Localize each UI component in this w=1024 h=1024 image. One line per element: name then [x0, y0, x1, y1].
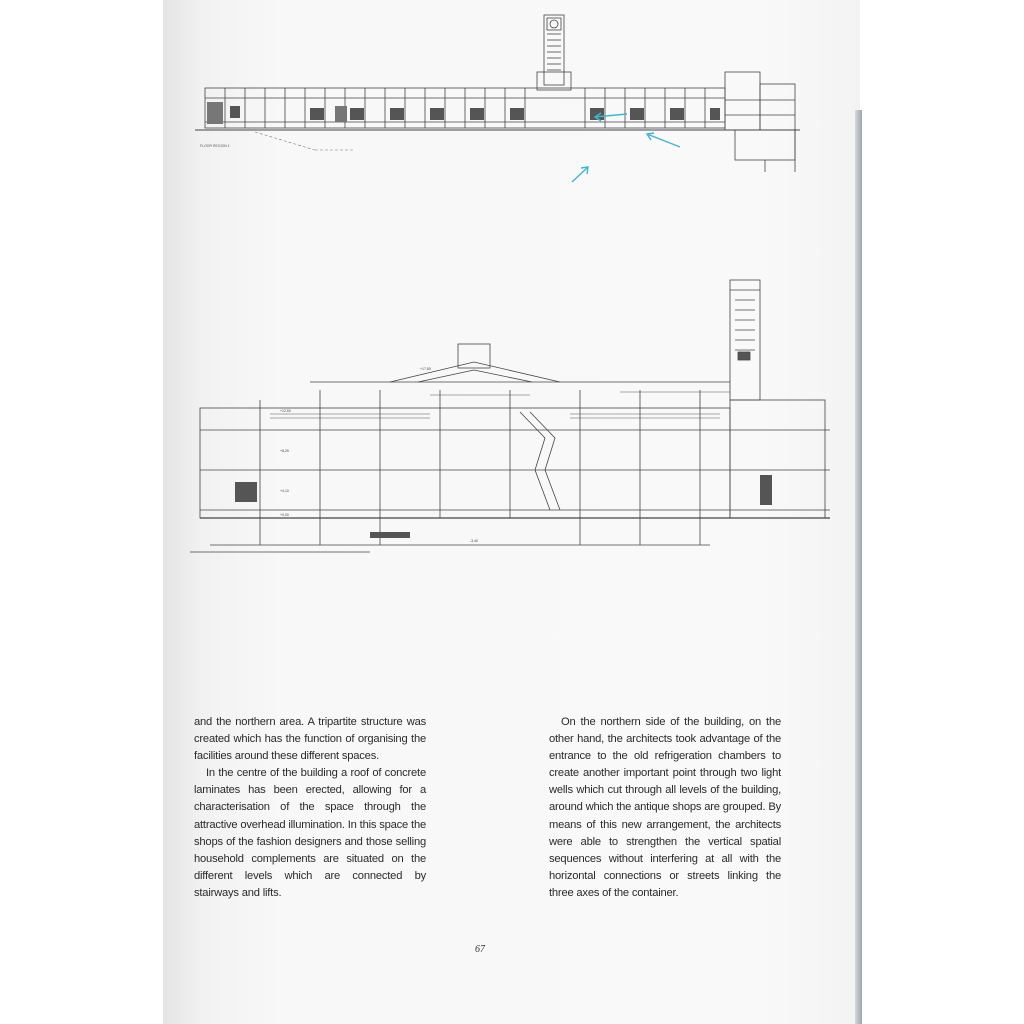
page-edge-shadow: [855, 110, 862, 1024]
level-label: -3,40: [470, 539, 478, 543]
level-label: +4,10: [280, 489, 289, 493]
page-number: 67: [475, 944, 485, 955]
text-column-right: [549, 714, 781, 902]
text-column-left: [194, 714, 426, 902]
level-label: +0,00: [280, 513, 289, 517]
paragraph: On the northern side of the building, on the other hand, the architects took advantage of the entrance to the old refrigeration chambers to create another important point through two light wells which cut through all levels of the building, around which the antique shops are grouped. By means of this new arrangement, the architects were able to strengthen the vertical spatial sequences without interfering at all with the horizontal connections or streets linking the three axes of the container.: [549, 716, 781, 899]
level-label: +17,80: [420, 367, 431, 371]
book-gutter: [0, 0, 163, 1024]
level-label: +12,50: [280, 409, 291, 413]
paragraph: and the northern area. A tripartite structure was created which has the function of organising the facilities around these different spaces.: [194, 716, 426, 763]
elevation-label: FLOOR REGION 1: [200, 144, 230, 148]
paragraph: In the centre of the building a roof of concrete laminates has been erected, allowing for a characterisation of the space through the attractive overhead illumination. In this space the shops of the fashion designers and those selling household complements are situated on the different levels which are connected by stairways and lifts.: [194, 767, 426, 899]
building-elevation-drawing: [195, 10, 805, 190]
building-section-drawing: [190, 270, 830, 570]
right-margin: [862, 0, 1024, 1024]
level-label: +8,25: [280, 449, 289, 453]
